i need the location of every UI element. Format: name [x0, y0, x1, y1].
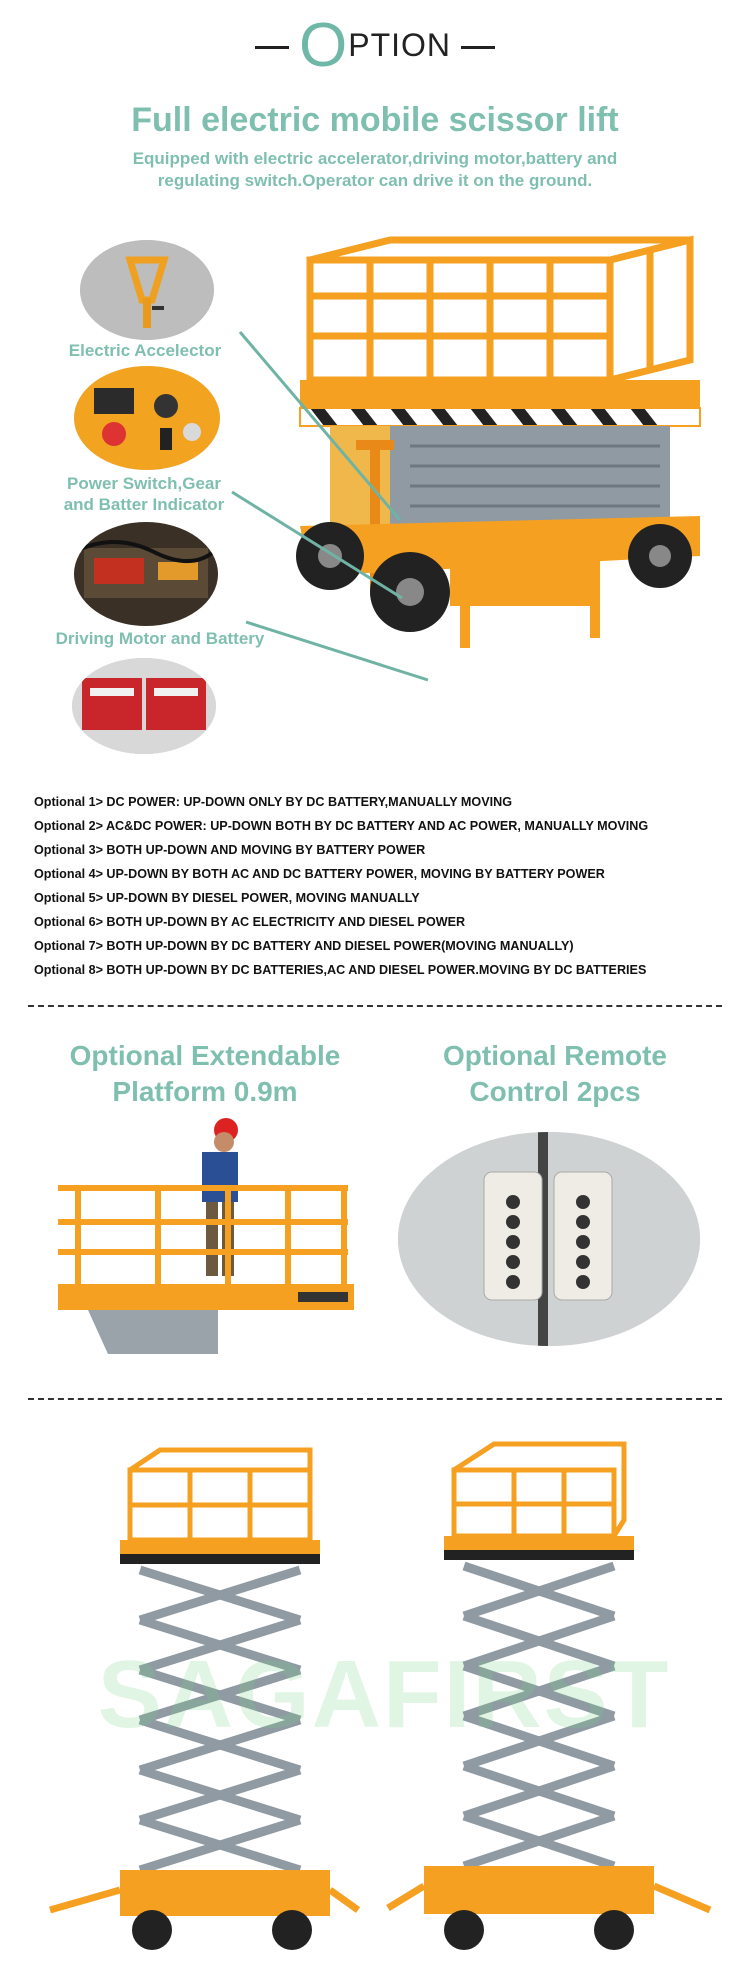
option-item-7: Optional 7> BOTH UP-DOWN BY DC BATTERY AND DIESEL POWER(MOVING MANUALLY) [34, 939, 574, 953]
remote-title-line1: Optional Remote [442, 1040, 667, 1071]
section-divider-1 [28, 1005, 722, 1007]
extendable-platform-title [40, 1038, 370, 1110]
section-divider-2 [28, 1398, 722, 1400]
option-item-1: Optional 1> DC POWER: UP-DOWN ONLY BY DC BATTERY,MANUALLY MOVING [34, 795, 513, 809]
feature-label-accelerator: Electric Accelector [68, 341, 222, 360]
option-item-4: Optional 4> UP-DOWN BY BOTH AC AND DC BATTERY POWER, MOVING BY BATTERY POWER [34, 867, 605, 881]
feature-label-power-switch: Power Switch,Gear and Batter Indicator [63, 474, 225, 514]
remote-left [484, 1172, 542, 1300]
extendable-platform-photo [48, 1116, 358, 1366]
remote-title-line2: Control 2pcs [469, 1076, 641, 1107]
sagafirst-watermark: SAGAFIRST [97, 1641, 671, 1748]
option-item-3: Optional 3> BOTH UP-DOWN AND MOVING BY BATTERY POWER [34, 843, 426, 857]
remote-control-title [400, 1038, 710, 1110]
callout-lines [0, 0, 750, 800]
remote-right [554, 1172, 612, 1300]
extendable-title-line2: Platform 0.9m [112, 1076, 298, 1107]
option-item-8: Optional 8> BOTH UP-DOWN BY DC BATTERIES,AC AND DIESEL POWER.MOVING BY DC BATTERIES [34, 963, 647, 977]
extendable-title-line1: Optional Extendable [69, 1040, 341, 1071]
heading-initial: O [298, 11, 349, 80]
feature-label-driving-motor: Driving Motor and Battery [55, 629, 265, 648]
option-item-2: Optional 2> AC&DC POWER: UP-DOWN BOTH BY DC BATTERY AND AC POWER, MANUALLY MOVING [34, 819, 649, 833]
option-item-5: Optional 5> UP-DOWN BY DIESEL POWER, MOVING MANUALLY [34, 891, 420, 905]
heading-rest: PTION [348, 27, 451, 63]
page-title: Full electric mobile scissor lift [131, 101, 619, 139]
page-subtitle: Equipped with electric accelerator,driving motor,battery and regulating switch.Operator can drive it on the ground. [132, 149, 618, 190]
remote-control-photo [398, 1132, 700, 1346]
option-item-6: Optional 6> BOTH UP-DOWN BY AC ELECTRICITY AND DIESEL POWER [34, 915, 466, 929]
